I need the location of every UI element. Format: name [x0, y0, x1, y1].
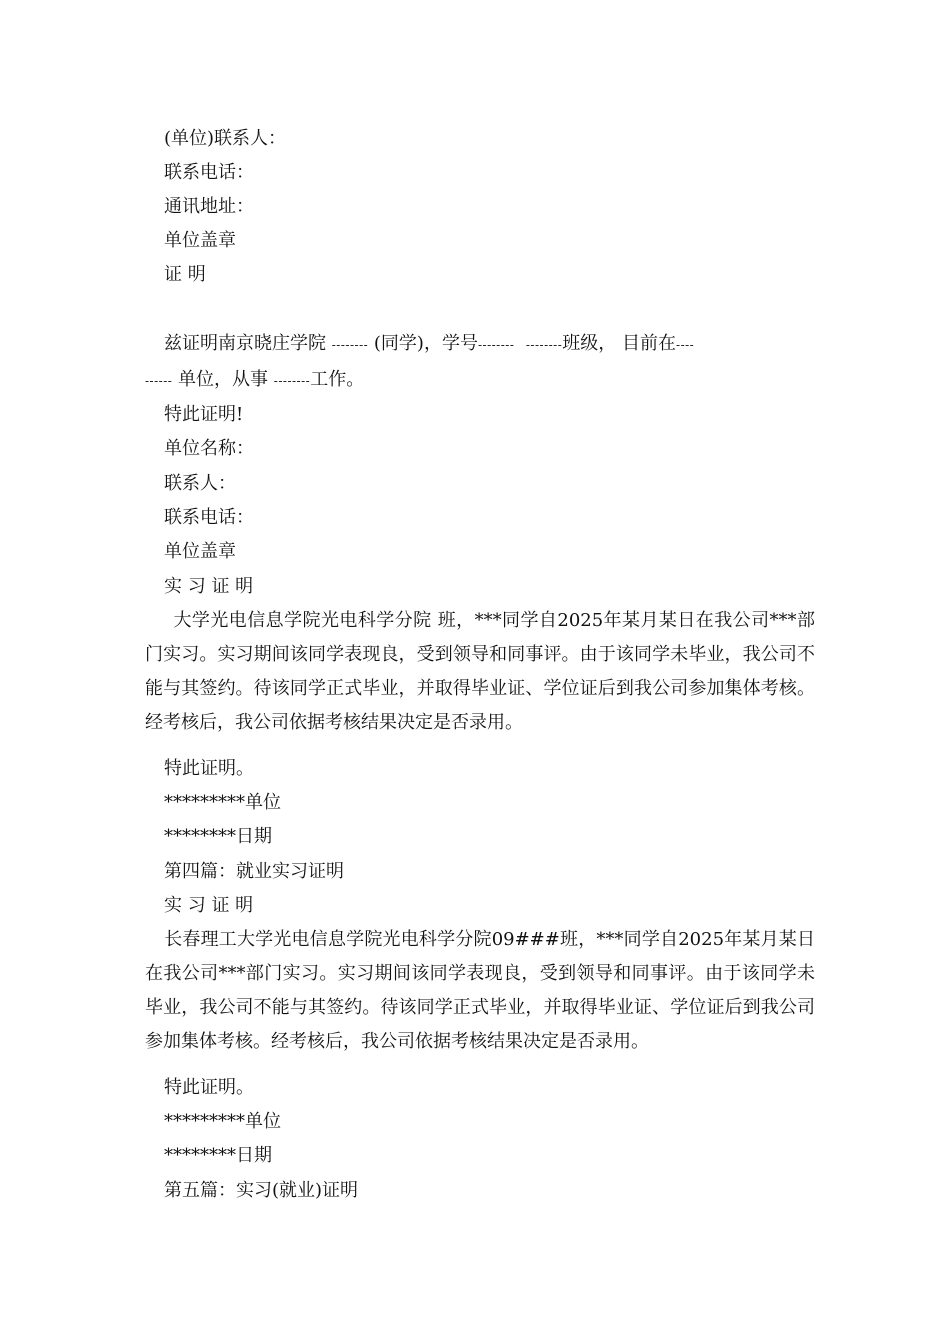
student-id-blank-2: -------- — [525, 338, 563, 352]
paragraph-2-unit: *********单位 — [164, 1111, 281, 1132]
unit-name-label: 单位名称： — [164, 438, 254, 459]
cert-text-5: 工作。 — [310, 369, 365, 390]
certify-end: 特此证明! — [164, 404, 244, 425]
chapter-4-heading: 第四篇：就业实习证明 — [164, 861, 344, 882]
unit-seal-label: 单位盖章 — [164, 230, 236, 251]
name-blank: -------- — [331, 338, 369, 352]
seal-label: 单位盖章 — [164, 541, 236, 562]
paragraph-1-end: 特此证明。 — [164, 758, 254, 779]
unit-blank-2: ------ — [145, 374, 173, 388]
unit-blank-1: ---- — [676, 338, 695, 352]
contact-label: 联系人： — [164, 473, 236, 494]
cert-text-4: 单位，从事 — [172, 369, 274, 390]
contact-person-unit-label: (单位)联系人： — [164, 128, 287, 149]
certificate-line-2 — [145, 369, 364, 392]
paragraph-2-date: ********日期 — [164, 1145, 272, 1166]
certificate-line-1 — [164, 333, 694, 356]
cert-text-2: (同学)，学号 — [368, 333, 478, 354]
paragraph-2-text: 长春理工大学光电信息学院光电科学分院09###班，***同学自2025年某月某日在我公司***部门实习。实习期间该同学表现良，受到领导和同事评。由于该同学未毕业，我公司不能与其签约。待该同学正式毕业，并取得毕业证、学位证后到我公司参加集体考核。经考核后，我公司依据考核结果决定是否录用。 — [145, 929, 815, 1052]
paragraph-2-end: 特此证明。 — [164, 1077, 254, 1098]
internship-title-2: 实 习 证 明 — [164, 895, 254, 916]
address-label: 通讯地址： — [164, 196, 254, 217]
internship-paragraph-2 — [145, 923, 815, 1059]
cert-text-1: 兹证明南京晓庄学院 — [164, 333, 332, 354]
certificate-title: 证 明 — [164, 264, 206, 285]
student-id-blank-1: -------- — [477, 338, 515, 352]
cert-text-3: 班级， 目前在 — [562, 333, 677, 354]
job-blank: -------- — [273, 374, 311, 388]
paragraph-1-date: ********日期 — [164, 826, 272, 847]
paragraph-1-unit: *********单位 — [164, 792, 281, 813]
paragraph-1-text: 大学光电信息学院光电科学分院 班，***同学自2025年某月某日在我公司***部门实习。实习期间该同学表现良，受到领导和同事评。由于该同学未毕业，我公司不能与其签约。待该同学正式毕业，并取得毕业证、学位证后到我公司参加集体考核。经考核后，我公司依据考核结果决定是否录用。 — [145, 610, 815, 733]
internship-paragraph-1 — [145, 604, 815, 740]
phone-label: 联系电话： — [164, 507, 254, 528]
chapter-5-heading: 第五篇：实习(就业)证明 — [164, 1180, 359, 1201]
contact-phone-label: 联系电话： — [164, 162, 254, 183]
internship-title-1: 实 习 证 明 — [164, 576, 254, 597]
